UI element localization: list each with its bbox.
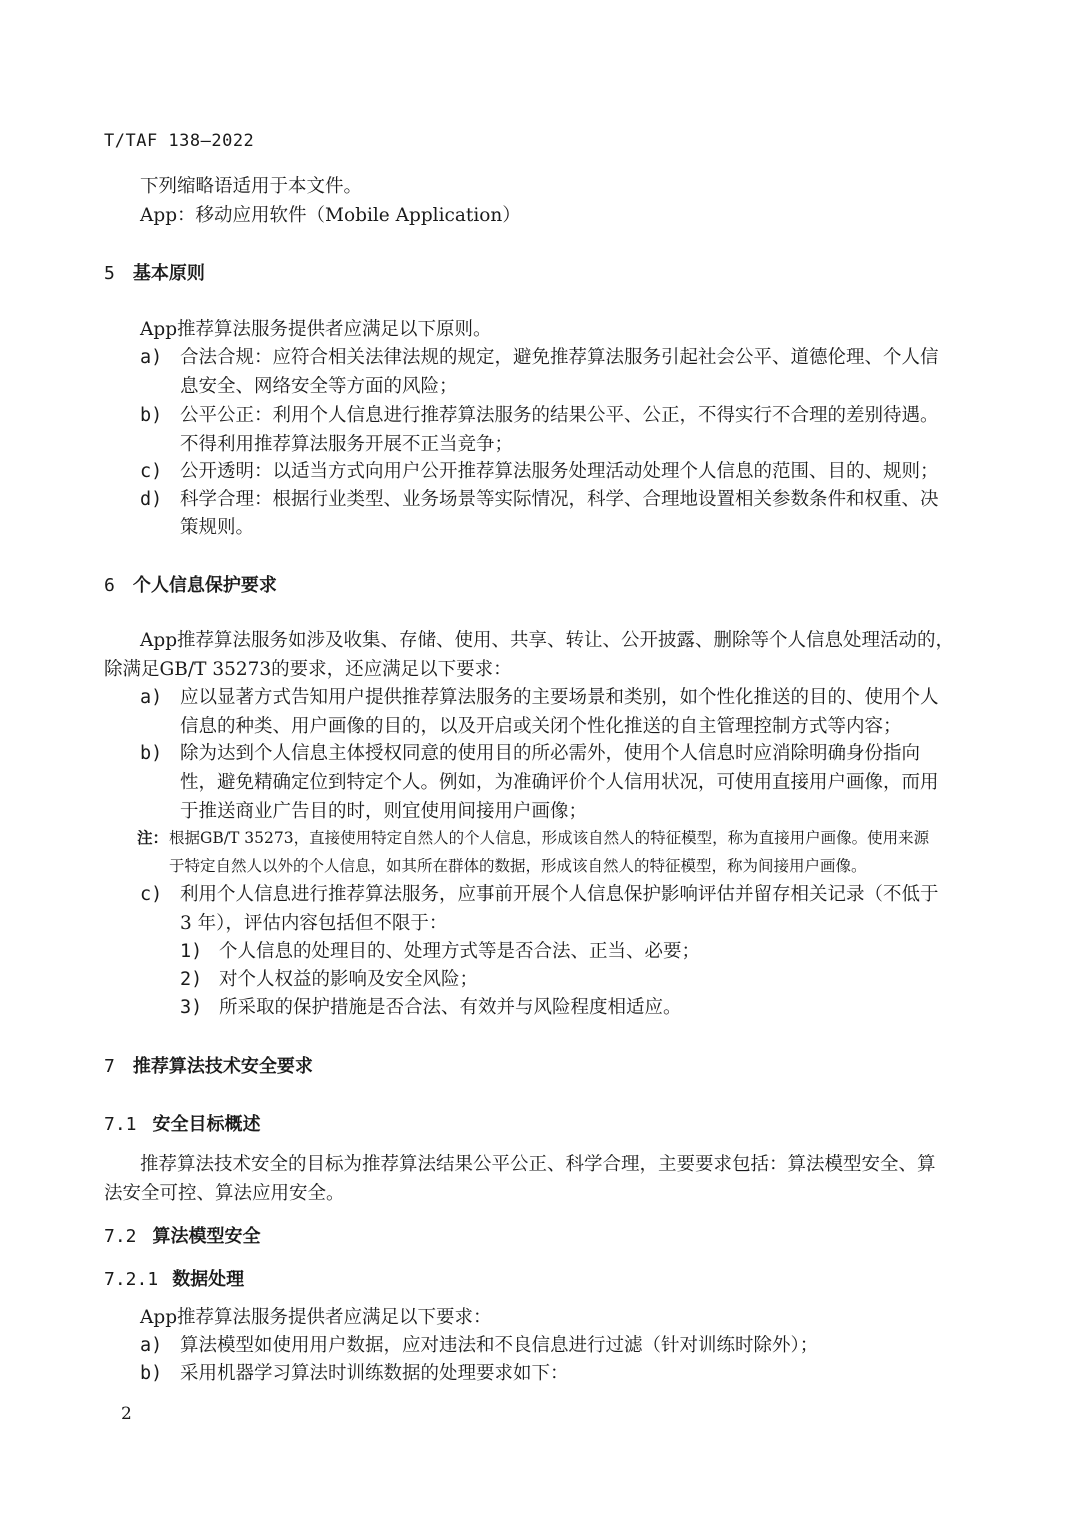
list-marker: a) <box>140 347 163 368</box>
list-item-text: 利用个人信息进行推荐算法服务，应事前开展个人信息保护影响评估并留存相关记录（不低于 <box>180 884 939 905</box>
section-number: 7 <box>104 1056 115 1077</box>
section-title: 数据处理 <box>172 1269 245 1290</box>
section-title: 推荐算法技术安全要求 <box>132 1056 313 1077</box>
list-item-text: 应以显著方式告知用户提供推荐算法服务的主要场景和类别，如个性化推送的目的、使用个人 <box>180 687 939 708</box>
list-marker: b) <box>140 1363 163 1384</box>
sub-list-marker: 2) <box>180 969 203 990</box>
list-item-text: 不得利用推荐算法服务开展不正当竞争； <box>180 434 514 455</box>
sub-list-item-text: 对个人权益的影响及安全风险； <box>219 969 479 990</box>
section-7-heading <box>104 1052 313 1078</box>
abbrev-app-definition: App：移动应用软件（Mobile Application） <box>140 205 521 226</box>
section-title: 个人信息保护要求 <box>132 575 277 596</box>
list-marker: b) <box>140 405 163 426</box>
note-label: 注： <box>137 829 169 847</box>
list-marker: a) <box>140 1335 163 1356</box>
sub-list-marker: 1) <box>180 941 203 962</box>
section-7-2-1-intro: App推荐算法服务提供者应满足以下要求： <box>140 1307 492 1328</box>
section-5-heading <box>104 259 205 285</box>
section-title: 基本原则 <box>132 263 205 284</box>
section-7-1-text-line2: 法安全可控、算法应用安全。 <box>104 1183 345 1204</box>
list-marker: c) <box>140 461 163 482</box>
section-7-1-text-line1: 推荐算法技术安全的目标为推荐算法结果公平公正、科学合理，主要要求包括：算法模型安全、算 <box>140 1154 936 1175</box>
doc-id-header: T/TAF 138—2022 <box>104 131 255 151</box>
list-item-text: 算法模型如使用用户数据，应对违法和不良信息进行过滤（针对训练时除外）； <box>180 1335 819 1356</box>
section-7-1-heading <box>104 1110 261 1136</box>
section-title: 安全目标概述 <box>152 1114 261 1135</box>
section-6-heading <box>104 571 277 597</box>
list-item-text: 性，避免精确定位到特定个人。例如，为准确评价个人信用状况，可使用直接用户画像，而用 <box>180 772 939 793</box>
section-7-2-1-heading <box>104 1265 244 1291</box>
list-marker: d) <box>140 489 163 510</box>
list-item-text: 于推送商业广告目的时，则宜使用间接用户画像； <box>180 801 588 822</box>
section-5-intro: App推荐算法服务提供者应满足以下原则。 <box>140 319 492 340</box>
note-text: 根据GB/T 35273，直接使用特定自然人的个人信息，形成该自然人的特征模型，称为直接用户画像。使用来源 <box>169 829 930 847</box>
list-item-text: 合法合规：应符合相关法律法规的规定，避免推荐算法服务引起社会公平、道德伦理、个人信 <box>180 347 939 368</box>
list-marker: b) <box>140 743 163 764</box>
sub-list-item-text: 所采取的保护措施是否合法、有效并与风险程度相适应。 <box>219 997 682 1018</box>
section-number: 5 <box>104 263 115 284</box>
sub-list-marker: 3) <box>180 997 203 1018</box>
list-item-text: 3 年），评估内容包括但不限于： <box>180 913 448 934</box>
list-item-text: 采用机器学习算法时训练数据的处理要求如下： <box>180 1363 569 1384</box>
section-number: 7.2.1 <box>104 1269 159 1290</box>
list-item-text: 公平公正：利用个人信息进行推荐算法服务的结果公平、公正，不得实行不合理的差别待遇。 <box>180 405 939 426</box>
section-number: 7.2 <box>104 1226 137 1247</box>
section-6-intro-line1: App推荐算法服务如涉及收集、存储、使用、共享、转让、公开披露、删除等个人信息处理活动的， <box>140 630 955 651</box>
section-number: 7.1 <box>104 1114 137 1135</box>
list-item-text: 策规则。 <box>180 517 255 538</box>
page-number: 2 <box>121 1404 132 1424</box>
section-title: 算法模型安全 <box>152 1226 261 1247</box>
note-text: 于特定自然人以外的个人信息，如其所在群体的数据，形成该自然人的特征模型，称为间接用户画像。 <box>169 857 867 875</box>
list-marker: a) <box>140 687 163 708</box>
section-number: 6 <box>104 575 115 596</box>
abbrev-intro: 下列缩略语适用于本文件。 <box>140 176 363 197</box>
list-marker: c) <box>140 884 163 905</box>
section-6-intro-line2: 除满足GB/T 35273的要求，还应满足以下要求： <box>104 659 512 680</box>
section-7-2-heading <box>104 1222 261 1248</box>
list-item-text: 科学合理：根据行业类型、业务场景等实际情况，科学、合理地设置相关参数条件和权重、决 <box>180 489 939 510</box>
list-item-text: 息安全、网络安全等方面的风险； <box>180 376 458 397</box>
list-item-text: 信息的种类、用户画像的目的，以及开启或关闭个性化推送的自主管理控制方式等内容； <box>180 716 902 737</box>
sub-list-item-text: 个人信息的处理目的、处理方式等是否合法、正当、必要； <box>219 941 701 962</box>
list-item-text: 除为达到个人信息主体授权同意的使用目的所必需外，使用个人信息时应消除明确身份指向 <box>180 743 921 764</box>
list-item-text: 公开透明：以适当方式向用户公开推荐算法服务处理活动处理个人信息的范围、目的、规则； <box>180 461 939 482</box>
